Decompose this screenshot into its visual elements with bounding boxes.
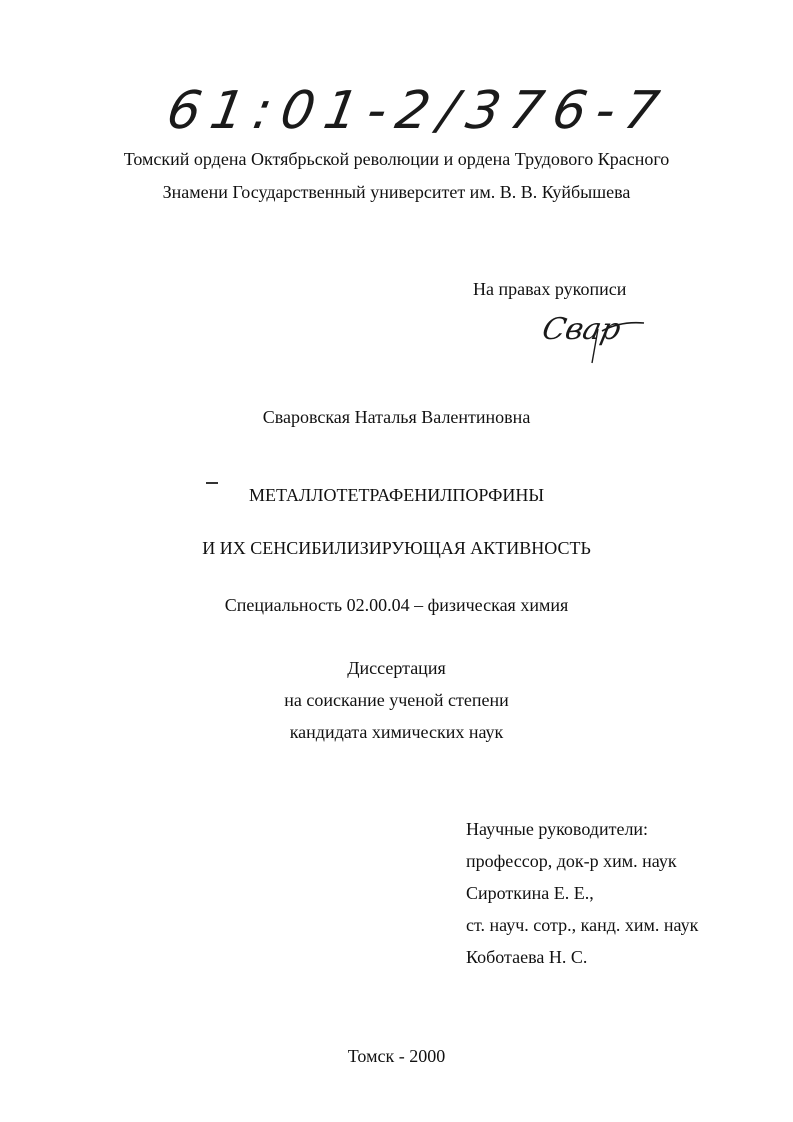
institution-line-2: Знамени Государственный университет им. В. В. Куйбышева [162,182,631,202]
advisor-2-name: Коботаева Н. С. [466,947,588,967]
title-line-2: И ИХ СЕНСИБИЛИЗИРУЮЩАЯ АКТИВНОСТЬ [202,538,591,558]
archive-number-text: 61:01-2/376-7 [162,80,674,141]
degree-line-3: кандидата химических наук [289,722,504,742]
author-name: Сваровская Наталья Валентиновна [262,407,531,427]
institution-line-1: Томский ордена Октябрьской революции и ордена Трудового Красного [123,149,670,169]
place-year: Томск - 2000 [347,1046,446,1066]
handwritten-archive-number [162,70,674,150]
advisor-2-title: ст. науч. сотр., канд. хим. наук [466,915,699,935]
advisors-heading: Научные руководители: [466,819,649,839]
signature-text: Свар [539,312,624,347]
specialty: Специальность 02.00.04 – физическая химия [224,595,569,615]
degree-line-1: Диссертация [347,658,446,678]
title-line-1: МЕТАЛЛОТЕТРАФЕНИЛПОРФИНЫ [248,485,545,505]
advisor-1-name: Сироткина Е. Е., [466,883,594,903]
degree-line-2: на соискание ученой степени [284,690,509,710]
advisor-1-title: профессор, док-р хим. наук [466,851,677,871]
handwritten-signature [540,305,650,365]
rights-note: На правах рукописи [473,279,627,299]
